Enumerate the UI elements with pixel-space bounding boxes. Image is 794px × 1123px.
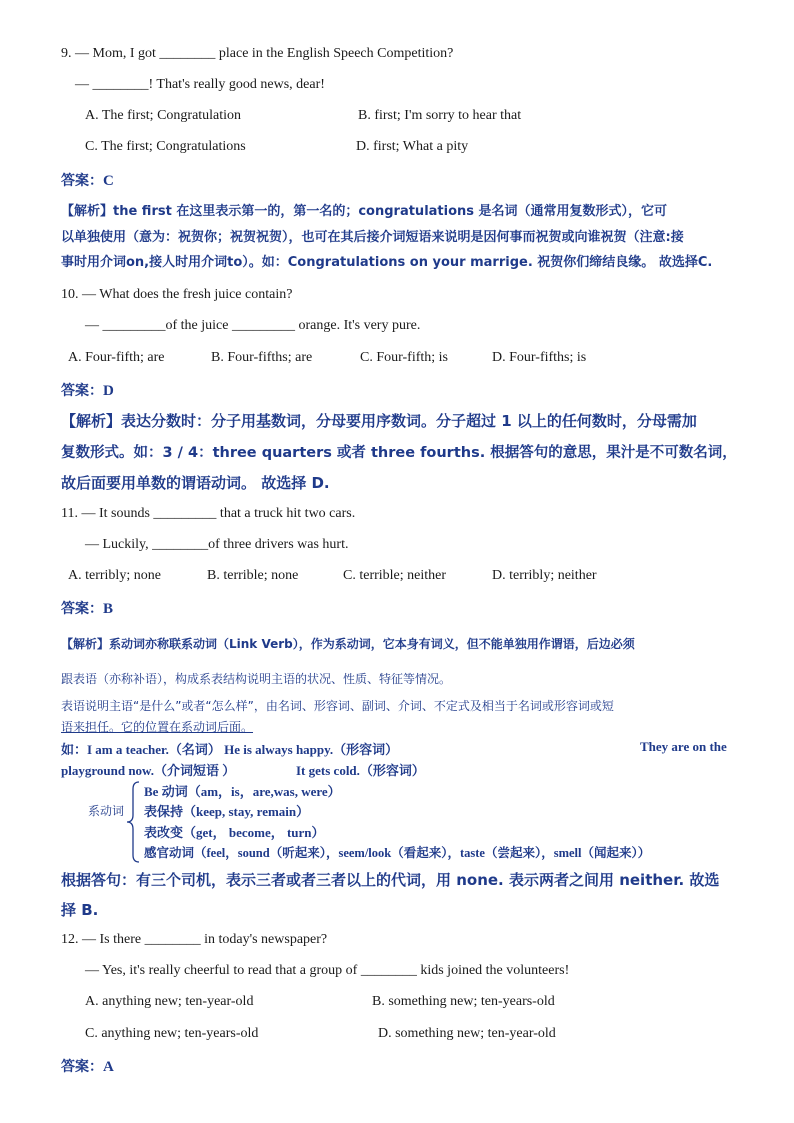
answer-value: B bbox=[103, 601, 114, 617]
q11-option-c: C. terrible; neither bbox=[343, 568, 447, 583]
q10-answer bbox=[61, 380, 114, 400]
answer-value: C bbox=[103, 173, 114, 189]
q11-option-d: D. terribly; neither bbox=[492, 568, 597, 583]
q11-explanation-line-4: 语来担任。它的位置在系动词后面。 bbox=[61, 720, 254, 734]
q11-example-line-2: playground now.（介词短语 ） bbox=[61, 763, 236, 778]
q11-explanation-line-1: 【解析】系动词亦称联系动词（Link Verb），作为系动词，它本身有词义，但不能单独用作谓语，后边必须 bbox=[61, 637, 635, 651]
q11-option-b: B. terrible; none bbox=[207, 568, 299, 583]
q9-option-d: D. first; What a pity bbox=[356, 139, 469, 154]
q12-option-c: C. anything new; ten-years-old bbox=[85, 1026, 259, 1041]
curly-brace-icon bbox=[126, 781, 140, 863]
q12-option-d: D. something new; ten-year-old bbox=[378, 1026, 556, 1041]
q11-explanation-line-2: 跟表语（亦称补语），构成系表结构说明主语的状况、性质、特征等情况。 bbox=[61, 672, 452, 686]
link-verb-brace-label: 系动词 bbox=[88, 804, 125, 818]
q12-stem: 12. — Is there ________ in today's newspaper? bbox=[61, 932, 328, 947]
answer-label: 答案： bbox=[61, 383, 103, 399]
q9-explanation-line-1: 【解析】the first 在这里表示第一的，第一名的；congratulations 是名词（通常用复数形式），它可 bbox=[61, 204, 668, 219]
q10-explanation-line-1: 【解析】表达分数时：分子用基数词，分母要用序数词。分子超过 1 以上的任何数时，分母需加 bbox=[61, 412, 697, 430]
q9-explanation-line-2: 以单独使用（意为：祝贺你；祝贺祝贺），也可在其后接介词短语来说明是因何事而祝贺或向谁祝贺（注意:接 bbox=[61, 230, 684, 245]
q9-option-c: C. The first; Congratulations bbox=[85, 139, 246, 154]
q11-explanation-line-3: 表语说明主语“是什么”或者“怎么样”，由名词、形容词、副词、介词、不定式及相当于名词或形容词或短 bbox=[61, 699, 614, 713]
q11-option-a: A. terribly; none bbox=[68, 568, 161, 583]
q10-explanation-line-2: 复数形式。如：3 / 4：three quarters 或者 three fourths. 根据答句的意思，果汁是不可数名词， bbox=[61, 445, 737, 461]
q10-explanation-line-3: 故后面要用单数的谓语动词。 故选择 D. bbox=[61, 474, 330, 492]
q11-conclusion-line-1: 根据答句：有三个司机，表示三者或者三者以上的代词，用 none. 表示两者之间用 neither. 故选 bbox=[61, 871, 720, 889]
q9-stem: 9. — Mom, I got ________ place in the English Speech Competition? bbox=[61, 46, 454, 61]
q11-example-line-1: 如：I am a teacher.（名词） He is always happy.（形容词） bbox=[61, 742, 399, 757]
q9-option-a: A. The first; Congratulation bbox=[85, 108, 242, 123]
q10-option-a: A. Four-fifth; are bbox=[68, 350, 165, 365]
q11-stem: 11. — It sounds _________ that a truck hit two cars. bbox=[61, 506, 356, 521]
q11-answer bbox=[61, 598, 113, 618]
answer-label: 答案： bbox=[61, 1059, 103, 1075]
q9-reply: — ________! That's really good news, dear! bbox=[75, 77, 325, 92]
q12-reply: — Yes, it's really cheerful to read that a group of ________ kids joined the volunteers! bbox=[85, 963, 570, 978]
q11-example-line-1-right: They are on the bbox=[640, 739, 727, 754]
q11-reply: — Luckily, ________of three drivers was hurt. bbox=[85, 537, 349, 552]
answer-label: 答案： bbox=[61, 601, 103, 617]
q10-option-d: D. Four-fifths; is bbox=[492, 350, 587, 365]
q10-reply: — _________of the juice _________ orange. It's very pure. bbox=[85, 318, 421, 333]
q12-option-b: B. something new; ten-years-old bbox=[372, 994, 555, 1009]
q9-explanation-line-3: 事时用介词on,接人时用介词to）。如：Congratulations on your marrige. 祝贺你们缔结良缘。 故选择C. bbox=[61, 255, 713, 270]
q10-option-b: B. Four-fifths; are bbox=[211, 350, 313, 365]
q9-option-b: B. first; I'm sorry to hear that bbox=[358, 108, 522, 123]
q10-option-c: C. Four-fifth; is bbox=[360, 350, 448, 365]
q9-answer bbox=[61, 170, 114, 190]
answer-label: 答案： bbox=[61, 173, 103, 189]
answer-value: A bbox=[103, 1059, 114, 1075]
q12-answer bbox=[61, 1056, 114, 1076]
answer-value: D bbox=[103, 383, 114, 399]
q12-option-a: A. anything new; ten-year-old bbox=[85, 994, 254, 1009]
q10-stem: 10. — What does the fresh juice contain? bbox=[61, 287, 293, 302]
be-verb-line: Be 动词（am，is，are,was, were） bbox=[144, 784, 341, 799]
q11-example-line-2-right: It gets cold.（形容词） bbox=[296, 763, 425, 778]
q11-conclusion-line-2: 择 B. bbox=[61, 901, 99, 919]
change-verb-line: 表改变（get， become， turn） bbox=[144, 825, 325, 840]
sense-verb-line: 感官动词（feel，sound（听起来），seem/look（看起来），taste（尝起来），smell（闻起来）） bbox=[144, 846, 651, 860]
keep-verb-line: 表保持（keep, stay, remain） bbox=[144, 804, 310, 819]
